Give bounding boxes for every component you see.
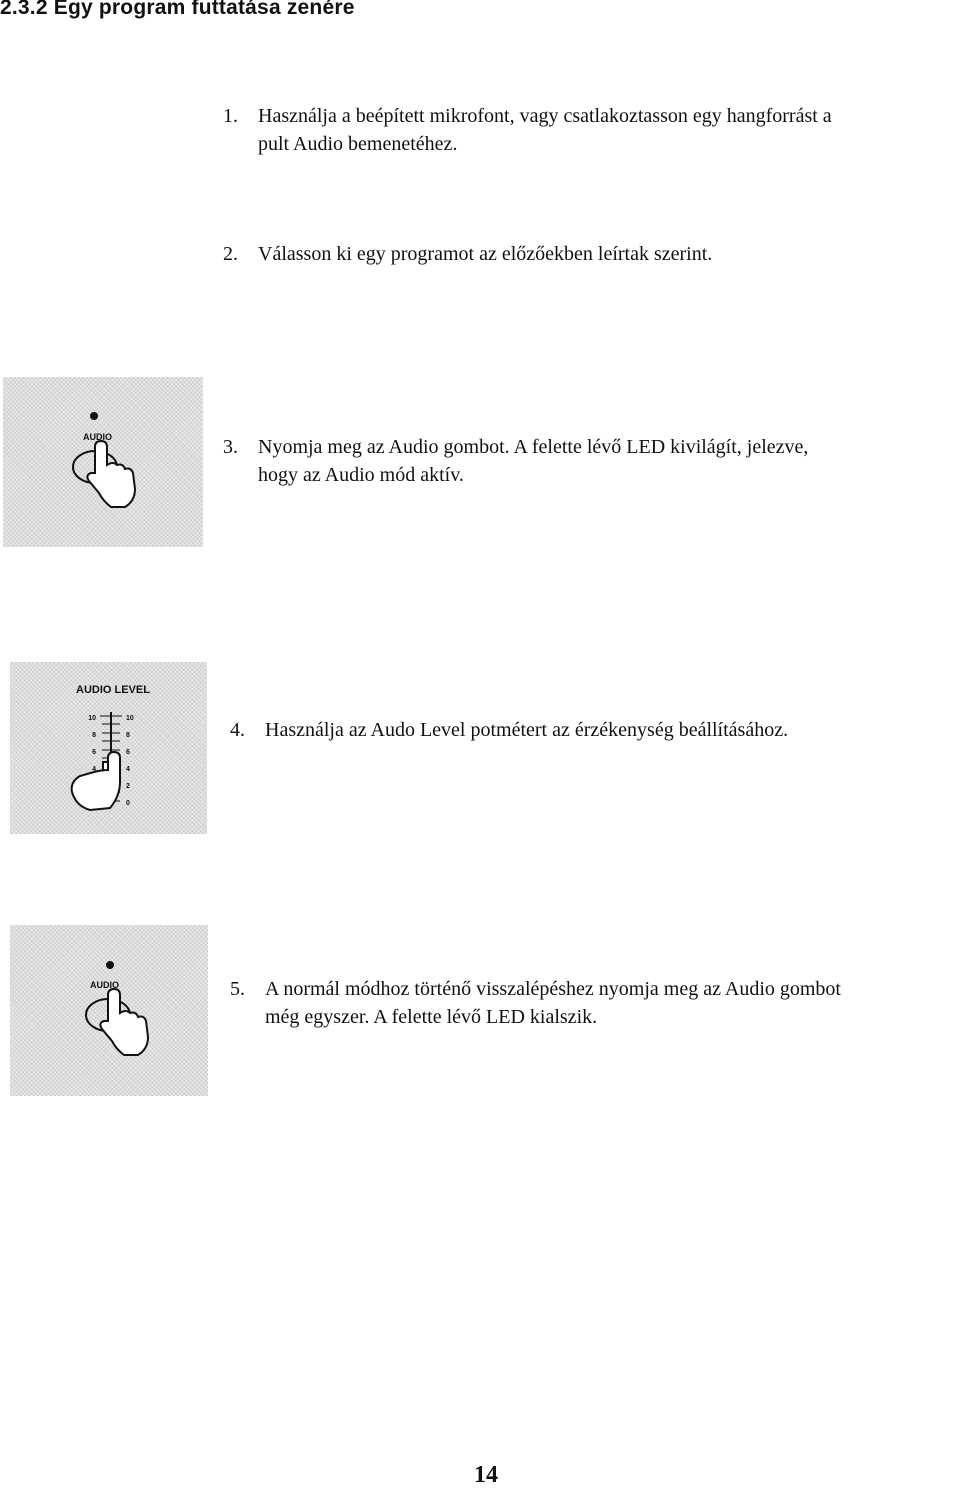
- step-1: [223, 102, 960, 162]
- step-number: 1.: [223, 105, 238, 127]
- scale-tick-label: 6: [126, 749, 130, 756]
- scale-tick-label: 8: [126, 732, 130, 739]
- hand-press-icon: [100, 989, 148, 1055]
- step-number: 5.: [230, 978, 245, 1000]
- led-indicator-icon: [106, 961, 114, 969]
- step-text-line: Válasson ki egy programot az előzőekben leírtak szerint.: [258, 243, 713, 265]
- step-text-line: Használja a beépített mikrofont, vagy csatlakoztasson egy hangforrást a: [258, 105, 832, 127]
- page-number: 14: [474, 1462, 498, 1488]
- scale-tick-label: 2: [126, 783, 130, 790]
- scale-tick-label: 4: [126, 766, 130, 773]
- step-2: [223, 240, 960, 270]
- scale-tick-label: 4: [92, 766, 96, 773]
- audio-button-illustration: [3, 377, 203, 547]
- step-text-line: hogy az Audio mód aktív.: [258, 464, 464, 486]
- audio-label: AUDIO: [83, 432, 112, 442]
- step-number: 4.: [230, 719, 245, 741]
- audio-level-label: AUDIO LEVEL: [76, 684, 150, 696]
- scale-tick-label: 10: [88, 715, 96, 722]
- step-text-line: A normál módhoz történő visszalépéshez nyomja meg az Audio gombot: [265, 978, 841, 1000]
- step-5: [230, 975, 960, 1035]
- scale-tick-label: 6: [92, 749, 96, 756]
- step-text-line: még egyszer. A felette lévő LED kialszik.: [265, 1006, 598, 1028]
- audio-button-illustration: [10, 925, 208, 1096]
- audio-level-illustration: [10, 662, 207, 834]
- audio-level-drawing: [10, 662, 207, 834]
- step-3: [223, 433, 960, 493]
- scale-tick-label: 0: [126, 800, 130, 807]
- scale-tick-label: 8: [92, 732, 96, 739]
- hand-slider-icon: [72, 752, 120, 810]
- step-text-line: pult Audio bemenetéhez.: [258, 133, 458, 155]
- step-4: [230, 716, 960, 746]
- step-number: 2.: [223, 243, 238, 265]
- audio-button-drawing: [3, 377, 203, 547]
- hand-press-icon: [87, 441, 135, 507]
- step-number: 3.: [223, 436, 238, 458]
- section-heading: 2.3.2 Egy program futtatása zenére: [0, 0, 355, 19]
- step-text-line: Nyomja meg az Audio gombot. A felette lévő LED kivilágít, jelezve,: [258, 436, 809, 458]
- audio-button-drawing: [10, 925, 208, 1096]
- audio-label: AUDIO: [90, 980, 119, 990]
- step-text-line: Használja az Audo Level potmétert az érzékenység beállításához.: [265, 719, 789, 741]
- led-indicator-icon: [90, 412, 98, 420]
- scale-tick-label: 10: [126, 715, 134, 722]
